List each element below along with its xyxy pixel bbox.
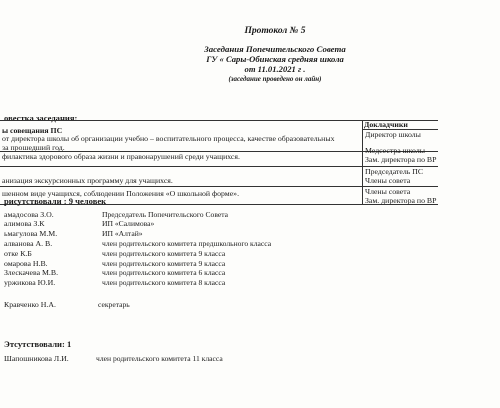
agenda-item-3-topic: филактика здорового образа жизни и правонарушений среди учащихся. <box>2 152 240 161</box>
agenda-item-3-speaker-2: Зам. директора по ВР <box>365 155 437 164</box>
agenda-item-5-speaker-2: Зам. директора по ВР <box>365 196 437 205</box>
present-person-role: Председатель Попечительского Совета <box>102 210 229 219</box>
present-person-name: Злескачева М.В. <box>4 268 59 277</box>
present-person-role: член родительского комитета 9 класса <box>102 259 226 268</box>
protocol-title: Протокол № 5 <box>244 26 306 36</box>
present-person-name: омарова Н.В. <box>4 259 48 268</box>
present-person-name: алванова А. В. <box>4 239 53 248</box>
agenda-item-1-topic: ы совещания ПС <box>2 126 63 135</box>
agenda-item-4-topic: анизация экскурсионных программу для учащихся. <box>2 176 173 185</box>
protocol-subtitle-1: Заседания Попечительского Совета <box>204 44 346 54</box>
speakers-column-header: Докладчики <box>364 120 408 129</box>
present-person-name: ьмагулова М.М. <box>4 229 58 238</box>
present-person-role: член родительского комитета 9 класса <box>102 249 226 258</box>
agenda-heading: овестка заседания: <box>4 113 78 123</box>
protocol-note: (заседание проведено он лайн) <box>228 75 322 83</box>
absent-person-role: член родительского комитета 11 класса <box>96 354 223 363</box>
present-heading: рисутствовали : 9 человек <box>4 196 107 206</box>
present-person-role: член родительского комитета 6 класса <box>102 268 226 277</box>
agenda-item-3-speaker-1: Медсестра школы <box>365 146 425 155</box>
secretary-name: Кравченко Н.А. <box>4 300 56 309</box>
absent-person-name: Шапошникова Л.И. <box>4 354 69 363</box>
agenda-item-2-topic-line2: за прошедший год. <box>2 143 65 152</box>
agenda-item-5-topic: шенном виде учащихся, соблюдении Положения «О школьной форме». <box>2 189 240 198</box>
agenda-table <box>0 120 438 205</box>
agenda-item-5-speaker-1: Члены совета <box>365 187 411 196</box>
present-person-name: отке К.Б <box>4 249 32 258</box>
present-person-role: ИП «Алтай» <box>102 229 143 238</box>
present-person-name: амадосова З.О. <box>4 210 54 219</box>
secretary-role: секретарь <box>98 300 130 309</box>
absent-heading: Этсутствовали: 1 <box>4 339 72 349</box>
agenda-item-2-topic-line1: от директора школы об организации учебно – воспитательного процесса, качестве образовательных <box>2 134 335 143</box>
present-person-role: ИП «Салимова» <box>102 219 155 228</box>
present-person-role: член родительского комитета 8 класса <box>102 278 226 287</box>
agenda-item-4-speaker-2: Члены совета <box>365 176 411 185</box>
agenda-column-divider <box>362 121 363 205</box>
agenda-item-4-speaker-1: Председатель ПС <box>365 167 424 176</box>
protocol-date: от 11.01.2021 г . <box>244 64 306 74</box>
agenda-item-2-speaker: Директор школы <box>365 130 421 139</box>
present-person-role: член родительского комитета предшкольного класса <box>102 239 272 248</box>
protocol-subtitle-2: ГУ « Сары-Обинская средняя школа <box>206 54 344 64</box>
present-person-name: уржикова Ю.И. <box>4 278 56 287</box>
present-person-name: алимова З.К <box>4 219 45 228</box>
